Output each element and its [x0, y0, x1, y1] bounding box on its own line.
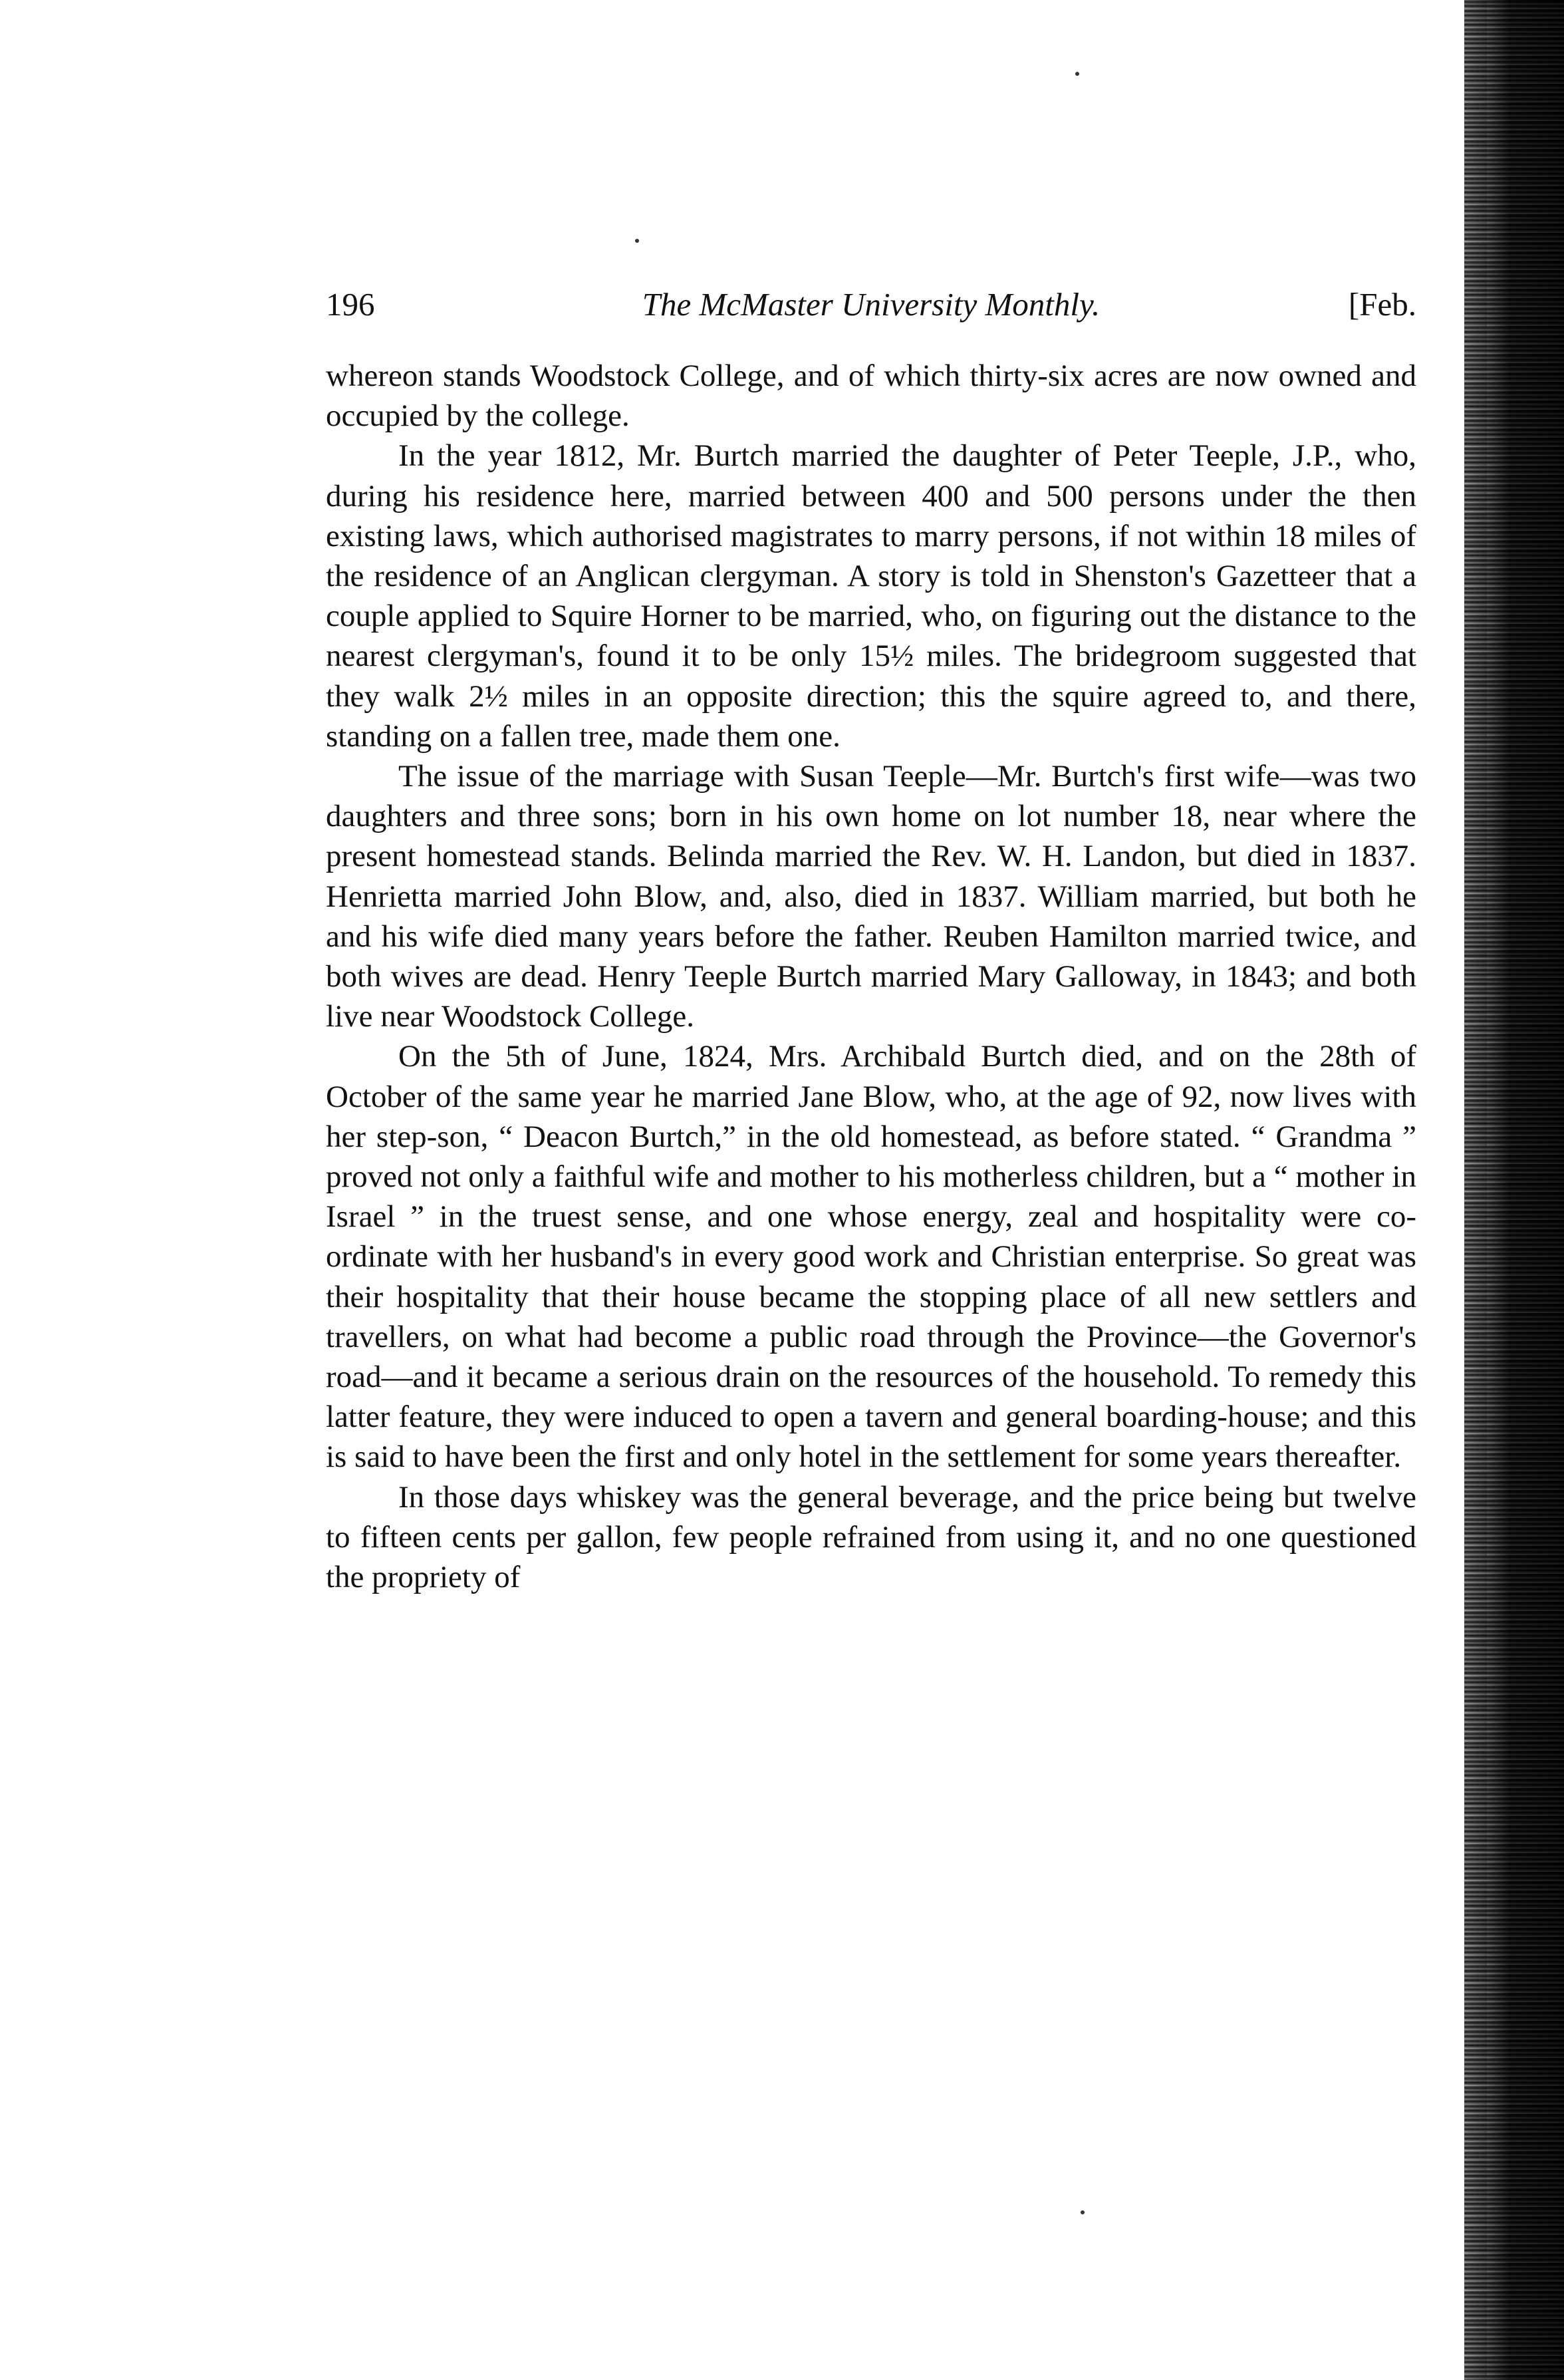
- running-head: [326, 278, 1416, 331]
- ink-speck: [1075, 72, 1079, 76]
- paragraph-2: In the year 1812, Mr. Burtch married the daughter of Peter Teeple, J.P., who, during his residence here, married between 400 and 500 persons under the then existing laws, which authorised magistrates to marry persons, if not within 18 miles of the residence of an Anglican clergyman. A story is told in Shenston's Gazetteer that a couple applied to Squire Horner to be married, who, on figuring out the distance to the nearest clergyman's, found it to be only 15½ miles. The bridegroom suggested that they walk 2½ miles in an opposite direction; this the squire agreed to, and there, standing on a fallen tree, made them one.: [326, 438, 1416, 754]
- article-body: [326, 356, 1416, 1597]
- issue-month: [Feb.: [1348, 286, 1416, 323]
- paragraph-1: whereon stands Woodstock College, and of which thirty-six acres are now owned and occupied by the college.: [326, 359, 1416, 434]
- ink-speck: [1081, 2210, 1085, 2214]
- page-number: 196: [326, 286, 375, 323]
- paragraph-5: In those days whiskey was the general beverage, and the price being but twelve to fifteen cents per gallon, few people refrained from using it, and no one questioned the propriety of: [326, 1479, 1416, 1595]
- paragraph-3: The issue of the marriage with Susan Teeple—Mr. Burtch's first wife—was two daughters and three sons; born in his own home on lot number 18, near where the present homestead stands. Belinda married the Rev. W. H. Landon, but died in 1837. Henrietta married John Blow, and, also, died in 1837. William married, but both he and his wife died many years before the father. Reuben Hamilton married twice, and both wives are dead. Henry Teeple Burtch married Mary Galloway, in 1843; and both live near Woodstock College.: [326, 759, 1416, 1034]
- journal-title: The McMaster University Monthly.: [642, 286, 1101, 323]
- ink-speck: [635, 239, 639, 243]
- scan-binding-edge: [1464, 0, 1564, 2380]
- paragraph-4: On the 5th of June, 1824, Mrs. Archibald Burtch died, and on the 28th of October of the same year he married Jane Blow, who, at the age of 92, now lives with her step-son, “ Deacon Burtch,” in the old homestead, as before stated. “ Grandma ” proved not only a faithful wife and mother to his motherless children, but a “ mother in Israel ” in the truest sense, and one whose energy, zeal and hospitality were co-ordinate with her husband's in every good work and Christian enterprise. So great was their hospitality that their house became the stopping place of all new settlers and travellers, on what had become a public road through the Province—the Governor's road—and it became a serious drain on the resources of the household. To remedy this latter feature, they were induced to open a tavern and general boarding-house; and this is said to have been the first and only hotel in the settlement for some years thereafter.: [326, 1039, 1416, 1475]
